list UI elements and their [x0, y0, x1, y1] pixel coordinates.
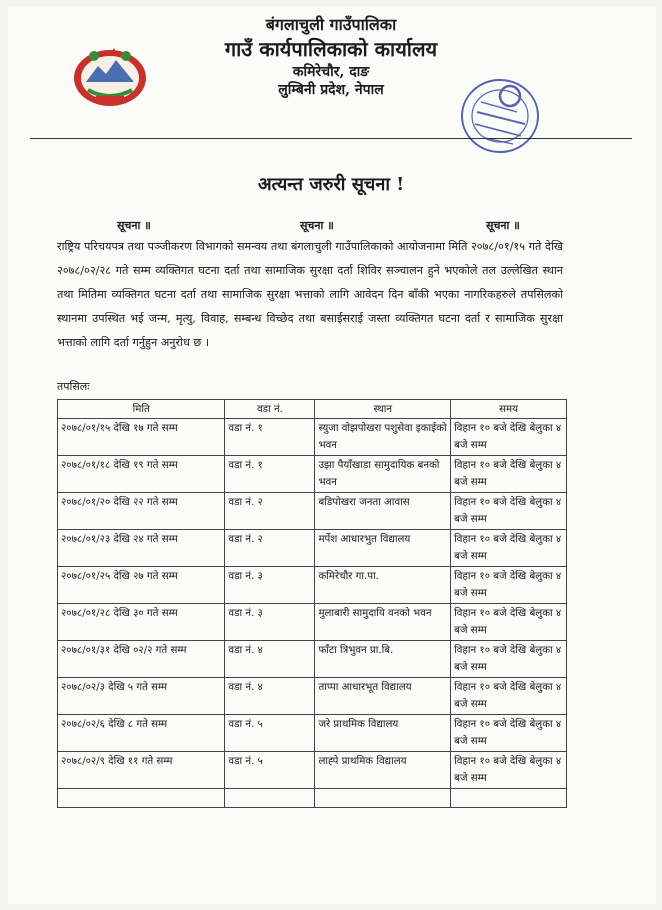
- notice-mark-left: सूचना ॥: [117, 219, 151, 232]
- notice-title: अत्यन्त जरुरी सूचना !: [257, 174, 405, 195]
- notice-mark-right: सूचना ॥: [486, 219, 520, 232]
- table-row-empty: [58, 789, 567, 808]
- table-row: [58, 752, 567, 789]
- table-row: [58, 456, 567, 493]
- cell-ward: वडा नं. ४: [225, 678, 315, 715]
- cell-ward: वडा नं. ५: [225, 752, 315, 789]
- cell-empty: [58, 789, 225, 808]
- cell-date: २०७८/०२/९ देखि ११ गते सम्म: [58, 752, 225, 789]
- tapsil-label: तपसिलः: [57, 380, 90, 393]
- cell-place: कमिरेचौर गा.पा.: [315, 567, 451, 604]
- cell-time: विहान १० बजे देखि बेलुका ४ बजे सम्म: [451, 456, 567, 493]
- cell-time: विहान १० बजे देखि बेलुका ४ बजे सम्म: [451, 567, 567, 604]
- cell-date: २०७८/०१/२३ देखि २४ गते सम्म: [58, 530, 225, 567]
- table-row: [58, 604, 567, 641]
- office-address: कमिरेचौर, दाङ: [292, 63, 370, 80]
- cell-ward: वडा नं. १: [225, 419, 315, 456]
- cell-ward: वडा नं. ५: [225, 715, 315, 752]
- letterhead: [0, 14, 662, 100]
- cell-ward: वडा नं. १: [225, 456, 315, 493]
- cell-ward: वडा नं. ३: [225, 567, 315, 604]
- cell-place: मर्पेश आधारभुत विद्यालय: [315, 530, 451, 567]
- header-date: मिति: [58, 400, 225, 419]
- cell-place: जरे प्राथमिक विद्यालय: [315, 715, 451, 752]
- cell-time: विहान १० बजे देखि बेलुका ४ बजे सम्म: [451, 419, 567, 456]
- cell-ward: वडा नं. २: [225, 493, 315, 530]
- province-name: लुम्बिनी प्रदेश, नेपाल: [278, 82, 384, 99]
- cell-place: उझा पैयाँखाडा सामुदायिक बनको भवन: [315, 456, 451, 493]
- cell-place: बडिपोखरा जनता आवास: [315, 493, 451, 530]
- cell-place: फाँटा त्रिभुवन प्रा.बि.: [315, 641, 451, 678]
- cell-date: २०७८/०१/२० देखि २२ गते सम्म: [58, 493, 225, 530]
- table-row: [58, 641, 567, 678]
- table-row: [58, 530, 567, 567]
- cell-time: विहान १० बजे देखि बेलुका ४ बजे सम्म: [451, 715, 567, 752]
- municipality-name: बंगलाचुली गाउँपालिका: [265, 15, 397, 34]
- cell-empty: [315, 789, 451, 808]
- cell-empty: [451, 789, 567, 808]
- cell-time: विहान १० बजे देखि बेलुका ४ बजे सम्म: [451, 678, 567, 715]
- cell-ward: वडा नं. २: [225, 530, 315, 567]
- cell-time: विहान १० बजे देखि बेलुका ४ बजे सम्म: [451, 493, 567, 530]
- cell-time: विहान १० बजे देखि बेलुका ४ बजे सम्म: [451, 530, 567, 567]
- cell-ward: वडा नं. ३: [225, 604, 315, 641]
- table-row: [58, 715, 567, 752]
- schedule-table: [57, 399, 567, 808]
- cell-date: २०७८/०२/३ देखि ५ गते सम्म: [58, 678, 225, 715]
- cell-ward: वडा नं. ४: [225, 641, 315, 678]
- header-divider: [30, 138, 632, 139]
- header-ward: वडा नं.: [225, 400, 315, 419]
- cell-date: २०७८/०१/१५ देखि १७ गते सम्म: [58, 419, 225, 456]
- table-row: [58, 678, 567, 715]
- cell-time: विहान १० बजे देखि बेलुका ४ बजे सम्म: [451, 752, 567, 789]
- cell-place: ताप्पा आधारभूत विद्यालय: [315, 678, 451, 715]
- cell-date: २०७८/०१/२५ देखि २७ गते सम्म: [58, 567, 225, 604]
- cell-empty: [225, 789, 315, 808]
- table-row: [58, 493, 567, 530]
- cell-place: लाह्पे प्राथमिक विद्यालय: [315, 752, 451, 789]
- office-name: गाउँ कार्यपालिकाको कार्यालय: [224, 36, 438, 61]
- table-header-row: [58, 400, 567, 419]
- notice-mark-center: सूचना ॥: [300, 219, 334, 232]
- cell-place: स्युजा वोझपोखरा पशुसेवा इकाईको भवन: [315, 419, 451, 456]
- header-place: स्थान: [315, 400, 451, 419]
- cell-place: मुलाबारी सामुदायि वनको भवन: [315, 604, 451, 641]
- cell-date: २०७८/०१/१८ देखि १९ गते सम्म: [58, 456, 225, 493]
- cell-time: विहान १० बजे देखि बेलुका ४ बजे सम्म: [451, 641, 567, 678]
- table-row: [58, 419, 567, 456]
- cell-date: २०७८/०१/३१ देखि ०२/२ गते सम्म: [58, 641, 225, 678]
- cell-date: २०७८/०१/२८ देखि ३० गते सम्म: [58, 604, 225, 641]
- header-time: समय: [451, 400, 567, 419]
- notice-body: राष्ट्रिय परिचयपत्र तथा पञ्जीकरण विभागको समन्वय तथा बंगलाचुली गाउँपालिकाको आयोजनामा मिति २०७८/०१/१५ गते देखि २०७८/०२/२८ गते सम्म व्यक्तिगत घटना दर्ता तथा सामाजिक सुरक्षा दर्ता शिविर सञ्चालन हुने भएकोले तल उल्लेखित स्थान तथा मितिमा व्यक्तिगत घटना दर्ता तथा सामाजिक सुरक्षा भत्ताको लागि आवेदन दिन बाँकी भएका नागरिकहरुले तपसिलको स्थानमा उपस्थित भई जन्म, मृत्यु, विवाह, सम्बन्ध विच्छेद तथा बसाईसराई जस्ता व्यक्तिगत घटना दर्ता र सामाजिक सुरक्षा भत्ताको लागि दर्ता गर्नुहुन अनुरोध छ ।: [57, 240, 563, 349]
- cell-date: २०७८/०२/६ देखि ८ गते सम्म: [58, 715, 225, 752]
- table-row: [58, 567, 567, 604]
- cell-time: विहान १० बजे देखि बेलुका ४ बजे सम्म: [451, 604, 567, 641]
